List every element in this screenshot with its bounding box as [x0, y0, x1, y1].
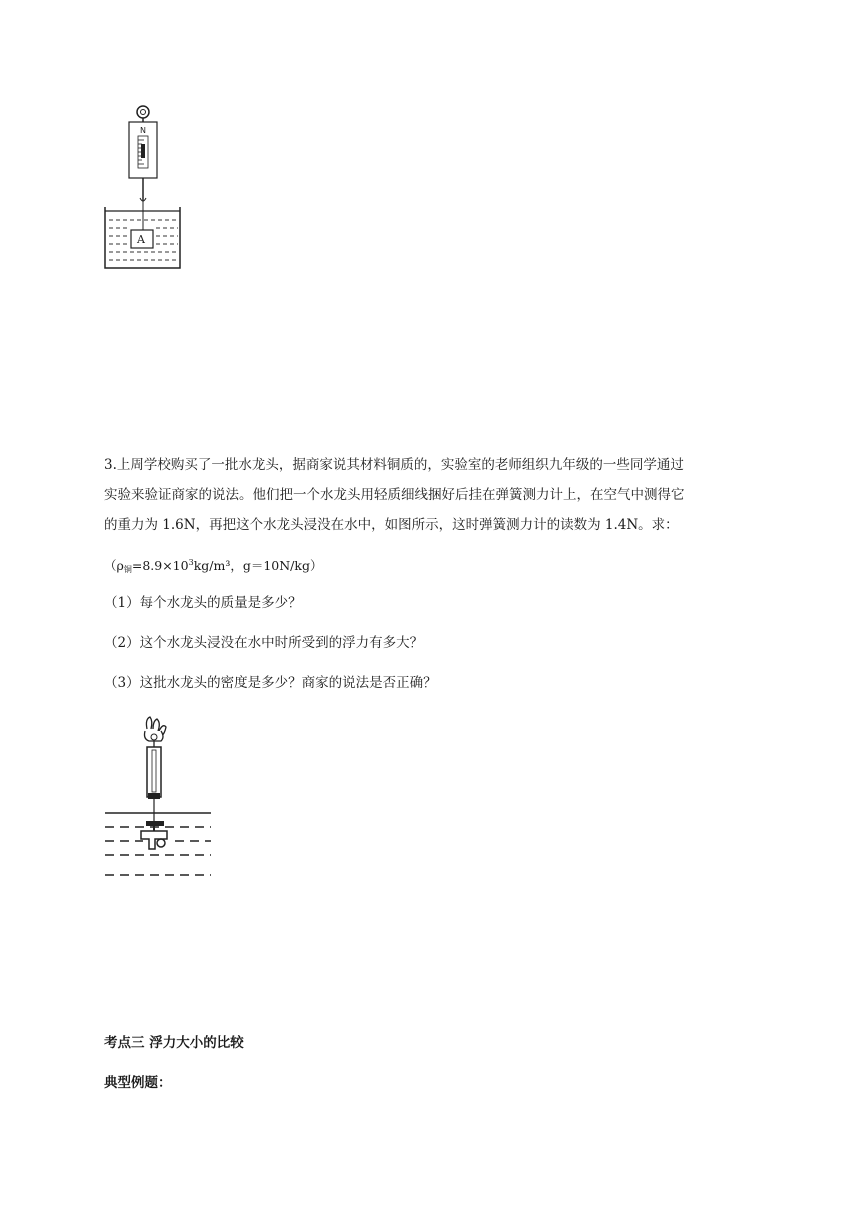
- problem-3-line-3: 的重力为 1.6N，再把这个水龙头浸没在水中，如图所示，这时弹簧测力计的读数为 1.4N。求：: [104, 517, 679, 533]
- block-label: A: [137, 233, 145, 246]
- given-mid: =8.9×10: [131, 558, 189, 573]
- question-2: （2）这个水龙头浸没在水中时所受到的浮力有多大？: [104, 635, 424, 651]
- section-title: 考点三 浮力大小的比较: [104, 1035, 244, 1051]
- given-constants: [104, 559, 322, 574]
- spring-scale-block-figure: [100, 100, 190, 275]
- scale-unit-label: N: [140, 126, 146, 135]
- faucet-spring-scale-figure: [103, 715, 213, 880]
- given-sub: 铜: [123, 565, 132, 574]
- problem-3-line-1: 3.上周学校购买了一批水龙头，据商家说其材料铜质的，实验室的老师组织九年级的一些同学通过: [104, 457, 684, 473]
- question-3: （3）这批水龙头的密度是多少？商家的说法是否正确？: [104, 675, 437, 691]
- problem-3-line-2: 实验来验证商家的说法。他们把一个水龙头用轻质细线捆好后挂在弹簧测力计上，在空气中测得它: [104, 487, 685, 503]
- question-1: （1）每个水龙头的质量是多少？: [104, 595, 302, 611]
- given-open: （ρ: [104, 558, 124, 573]
- given-exp: 3: [188, 558, 194, 567]
- example-label: 典型例题：: [104, 1075, 172, 1091]
- given-rest: kg/m³，g＝10N/kg）: [193, 558, 323, 573]
